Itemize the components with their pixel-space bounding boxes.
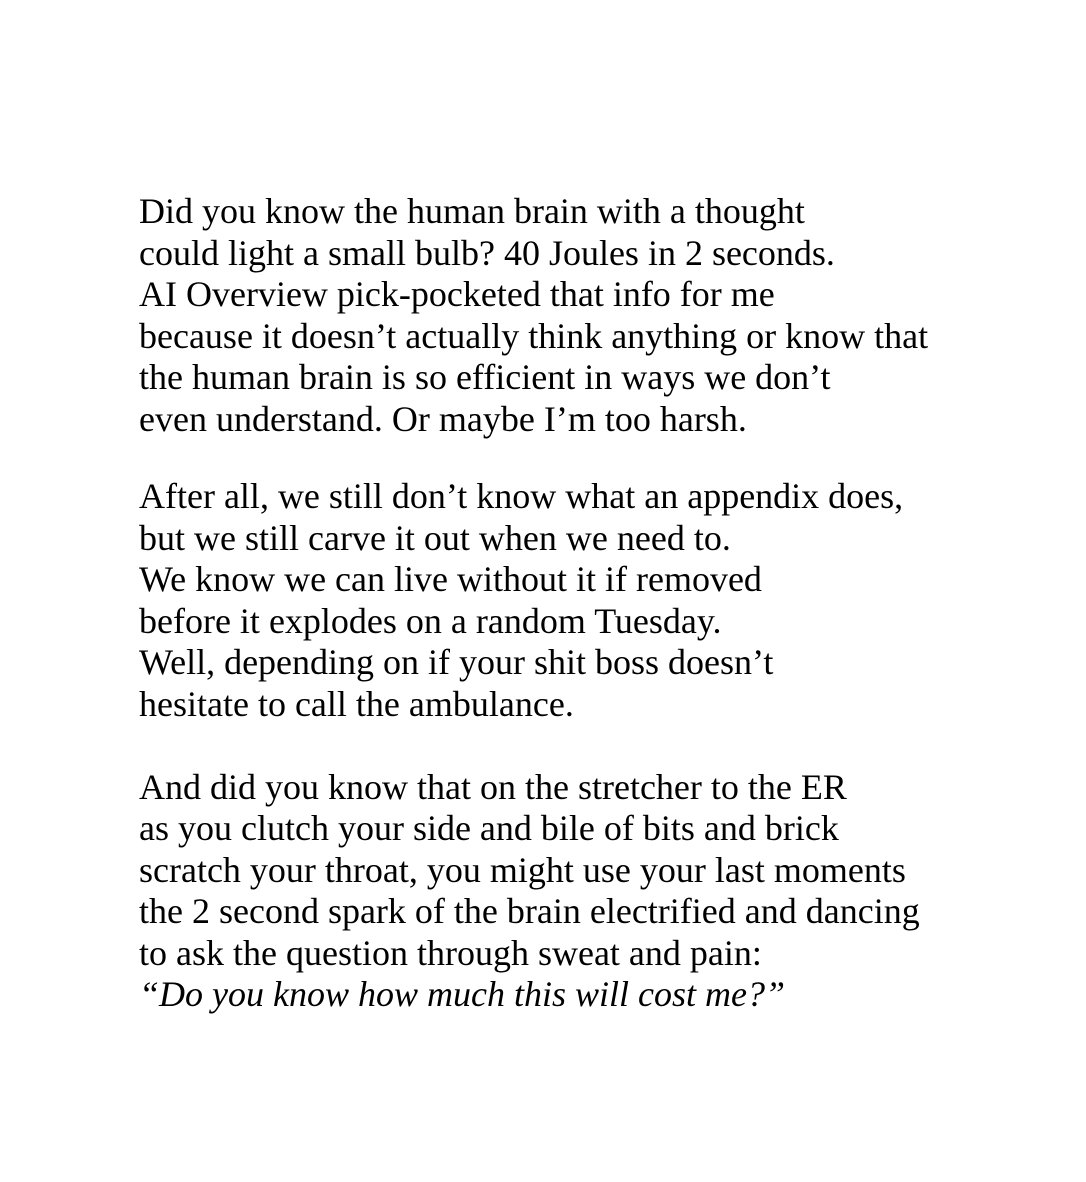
poem-stanza-3: [139, 767, 928, 1016]
poem-line: as you clutch your side and bile of bits and brick: [139, 808, 839, 848]
poem-line: scratch your throat, you might use your last moments: [139, 849, 906, 890]
poem-line: We know we can live without it if removed: [139, 559, 762, 599]
poem-line: could light a small bulb? 40 Joules in 2 seconds.: [139, 232, 835, 273]
poem-line: but we still carve it out when we need to.: [139, 517, 731, 558]
poem-stanza-1: [139, 191, 928, 440]
poem-line: And did you know that on the stretcher to the ER: [139, 766, 847, 807]
poem-line: Well, depending on if your shit boss doesn’t: [139, 642, 774, 682]
poem-stanza-2: [139, 476, 928, 725]
poem-line: After all, we still don’t know what an appendix does,: [139, 476, 904, 516]
poem-line: AI Overview pick-pocketed that info for me: [139, 274, 775, 314]
poem-line: to ask the question through sweat and pain:: [139, 932, 762, 973]
poem-line: Did you know the human brain with a thought: [139, 191, 805, 231]
poem-line: because it doesn’t actually think anything or know that: [139, 315, 929, 356]
poem-line: before it explodes on a random Tuesday.: [139, 600, 722, 641]
poem-line: the human brain is so efficient in ways we don’t: [139, 357, 831, 397]
poem-line-italic-question: “Do you know how much this will cost me?”: [139, 974, 785, 1014]
poem-line: even understand. Or maybe I’m too harsh.: [139, 398, 747, 439]
poem: [139, 191, 928, 1016]
poem-line: the 2 second spark of the brain electrified and dancing: [139, 891, 920, 931]
poem-line: hesitate to call the ambulance.: [139, 683, 574, 724]
